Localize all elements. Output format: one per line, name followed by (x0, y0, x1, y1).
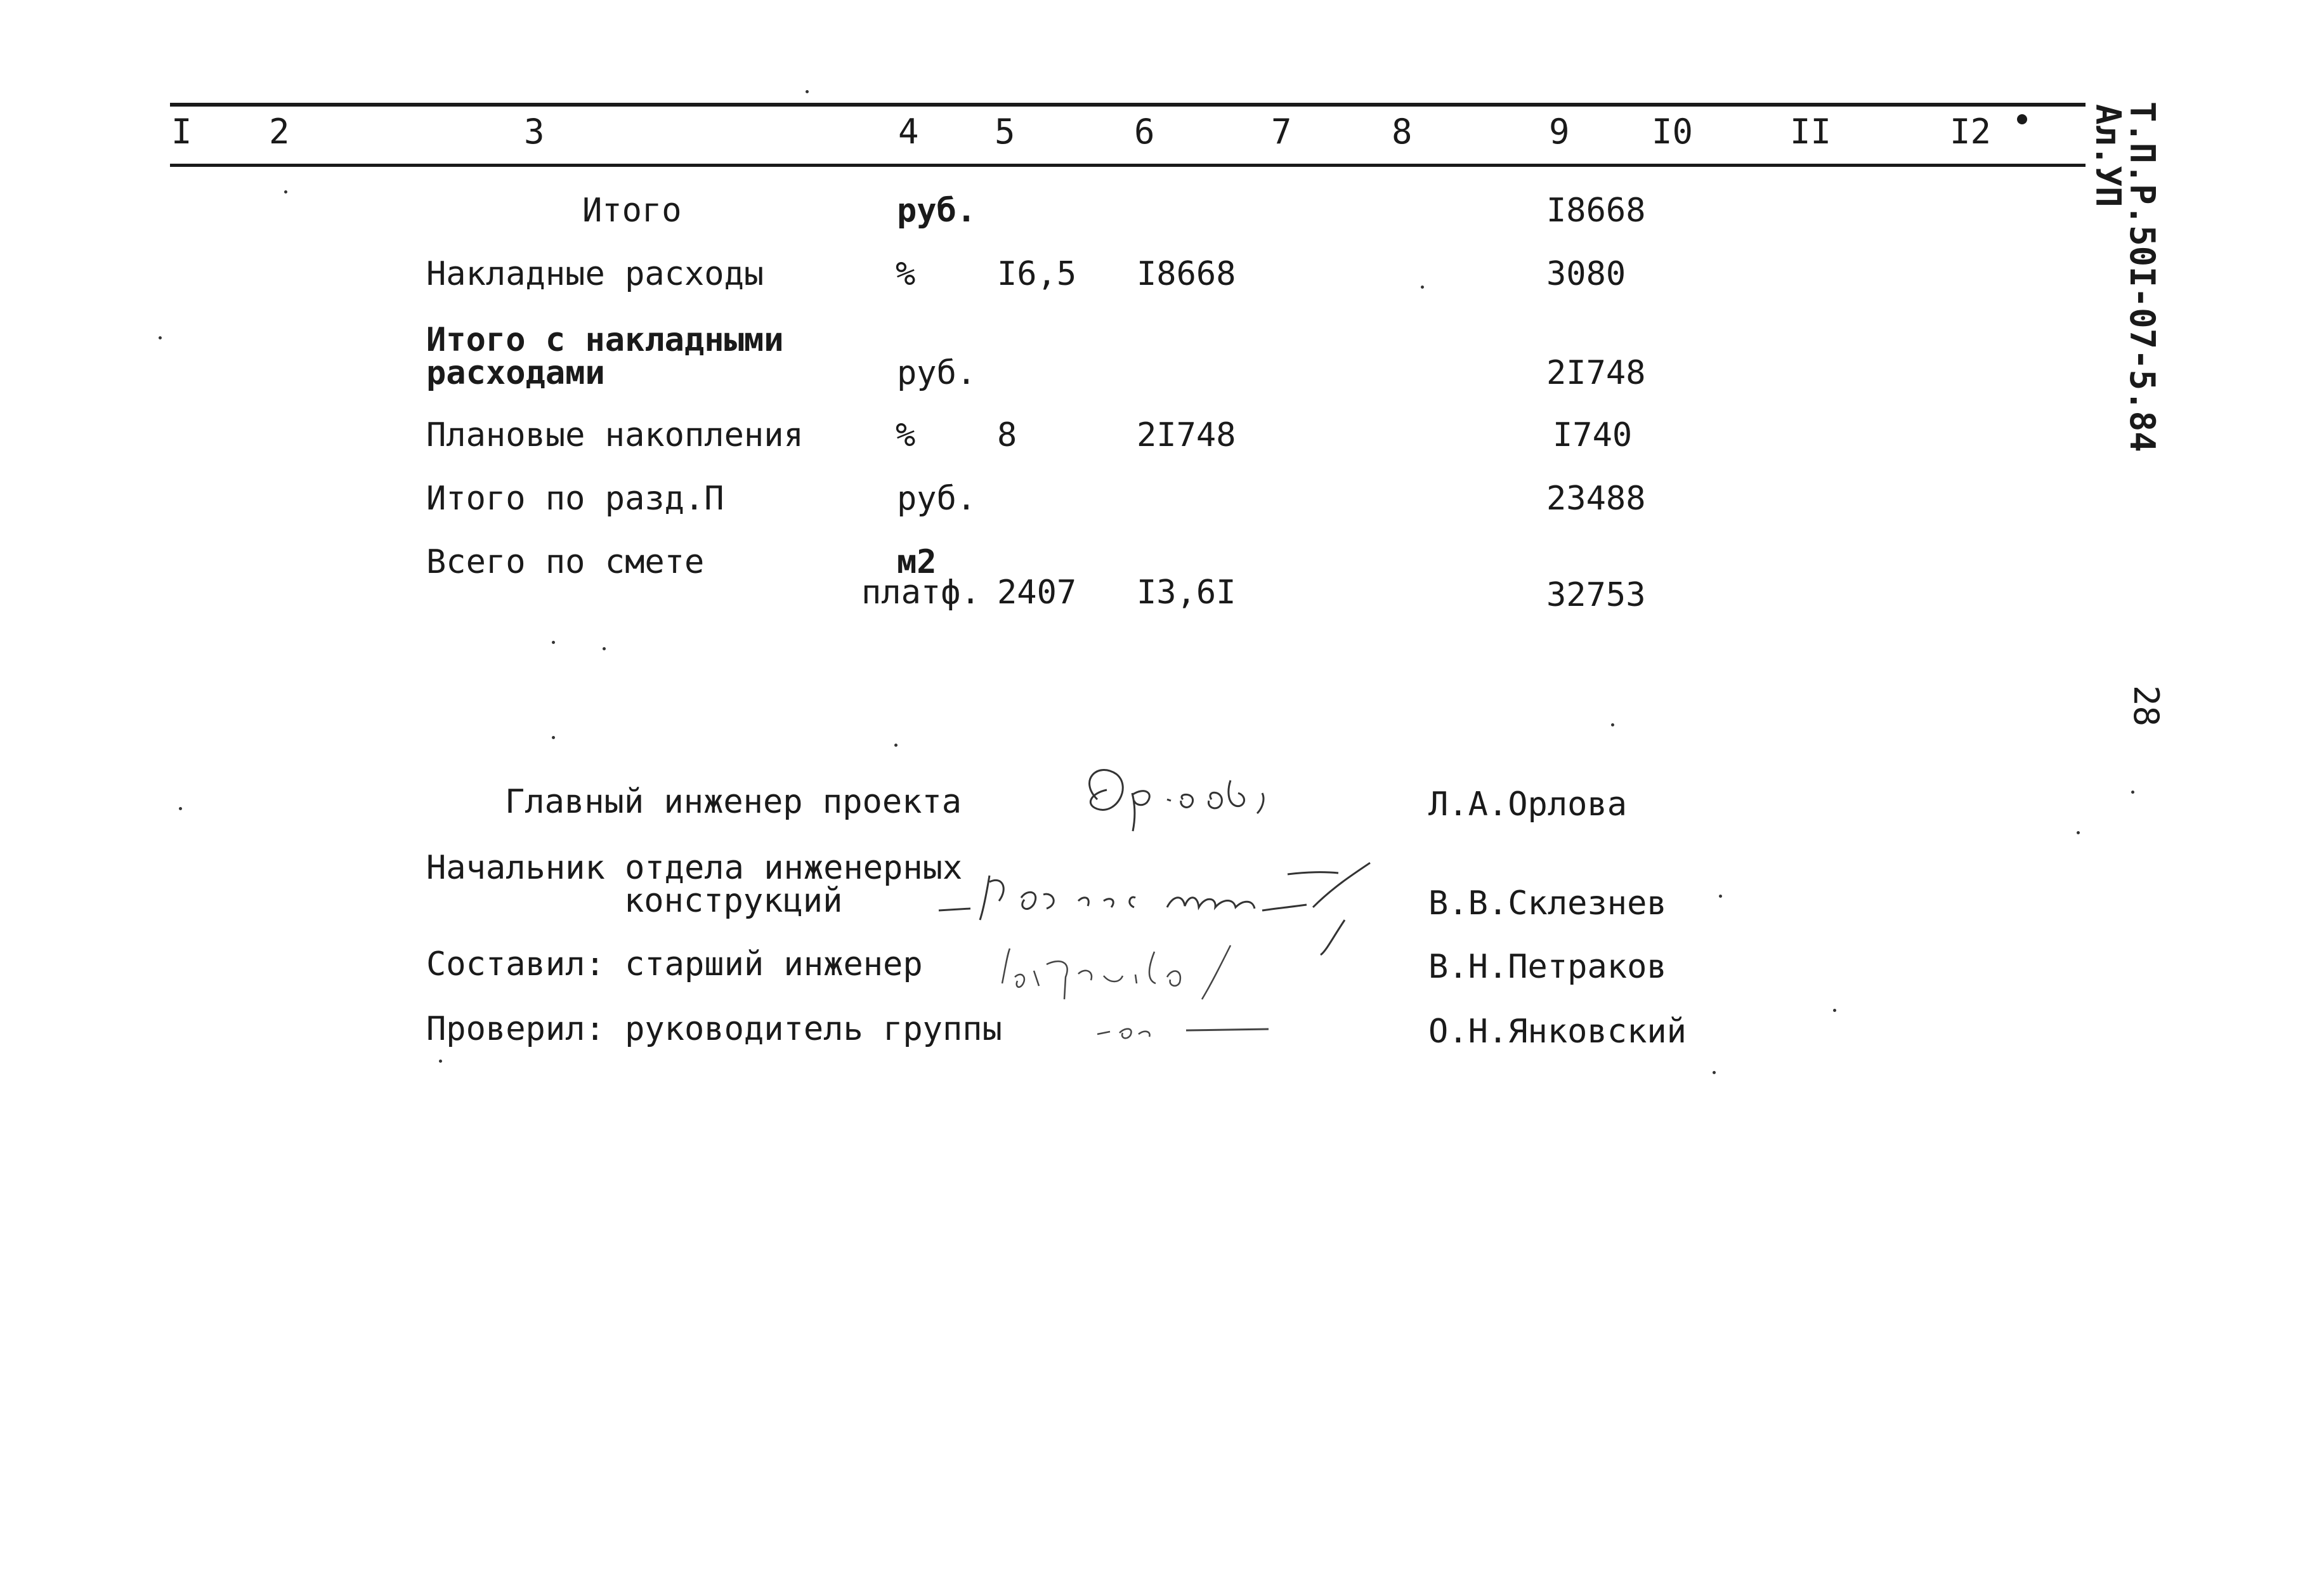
column-number-7: 7 (1271, 112, 1292, 152)
scan-speck (2131, 791, 2134, 794)
row-col6: I8668 (1137, 255, 1236, 293)
row-col9: I8668 (1546, 192, 1646, 230)
row-col5: I6,5 (997, 255, 1077, 293)
row-name-line1: Итого с накладными (426, 321, 784, 359)
column-number-10: I0 (1652, 112, 1694, 152)
row-col9: 3080 (1546, 255, 1626, 293)
row-name: Всего по смете (426, 543, 705, 581)
header-bottom-rule (170, 164, 2086, 167)
bullet-mark (2017, 114, 2027, 124)
handwritten-signature-3 (989, 933, 1269, 1002)
signature-role: Составил: старший инженер (426, 945, 923, 983)
column-number-2: 2 (269, 112, 290, 152)
header-top-rule (170, 103, 2086, 107)
row-col5: 2407 (997, 574, 1077, 612)
column-number-11: II (1790, 112, 1832, 152)
row-name-line2: расходами (426, 354, 605, 392)
signature-role: Проверил: руководитель группы (426, 1010, 1002, 1048)
scan-speck (1421, 286, 1424, 289)
row-col9: I740 (1553, 416, 1633, 454)
row-col9: 23488 (1546, 480, 1646, 518)
scan-speck (1713, 1071, 1716, 1074)
row-name: Итого (582, 192, 682, 230)
row-unit: руб. (897, 480, 977, 518)
scan-speck (603, 647, 606, 650)
row-col6: 2I748 (1137, 416, 1236, 454)
signatory-name: О.Н.Янковский (1428, 1013, 1687, 1051)
scan-speck (894, 744, 898, 747)
scan-speck (284, 190, 287, 194)
scan-speck (159, 336, 162, 339)
sheet-label: Ал.УП (2088, 104, 2128, 207)
scan-speck (2077, 831, 2080, 834)
row-unit-line1: м2 (897, 543, 937, 581)
column-number-1: I (171, 112, 192, 152)
signatory-name: В.В.Склезнев (1428, 884, 1667, 923)
scan-speck (439, 1060, 442, 1063)
row-col5: 8 (997, 416, 1017, 454)
page-number: 28 (2126, 685, 2166, 727)
column-number-6: 6 (1134, 112, 1155, 152)
row-unit: % (896, 255, 916, 293)
document-code-label: Т.П.Р.50I-07-5.84 (2122, 102, 2162, 452)
signatory-name: Л.А.Орлова (1428, 785, 1628, 824)
row-name: Итого по разд.П (426, 480, 724, 518)
handwritten-signature-1 (1072, 755, 1313, 837)
scan-speck (179, 807, 182, 810)
row-col9: 32753 (1546, 576, 1646, 614)
row-col9: 2I748 (1546, 354, 1646, 392)
row-name: Плановые накопления (426, 416, 804, 454)
column-number-3: 3 (524, 112, 545, 152)
column-number-5: 5 (995, 112, 1015, 152)
scan-speck (552, 736, 555, 739)
signature-role: Главный инженер проекта (505, 783, 962, 821)
scan-speck (1611, 723, 1614, 726)
scan-speck (1719, 895, 1722, 898)
scan-speck (552, 641, 555, 644)
row-unit-line2: платф. (861, 574, 981, 612)
row-unit: руб. (897, 354, 977, 392)
scan-speck (806, 90, 809, 93)
column-number-4: 4 (898, 112, 919, 152)
signature-role-line2: конструкций (624, 882, 843, 920)
column-number-8: 8 (1392, 112, 1413, 152)
handwritten-signature-4 (1091, 1009, 1281, 1047)
row-col6: I3,6I (1137, 574, 1236, 612)
row-unit: руб. (897, 192, 977, 230)
scan-speck (1833, 1009, 1836, 1012)
column-number-12: I2 (1950, 112, 1992, 152)
signatory-name: В.Н.Петраков (1428, 948, 1667, 986)
signature-role-line1: Начальник отдела инженерных (426, 849, 963, 887)
column-number-9: 9 (1549, 112, 1570, 152)
row-unit: % (896, 416, 916, 454)
row-name: Накладные расходы (426, 255, 764, 293)
